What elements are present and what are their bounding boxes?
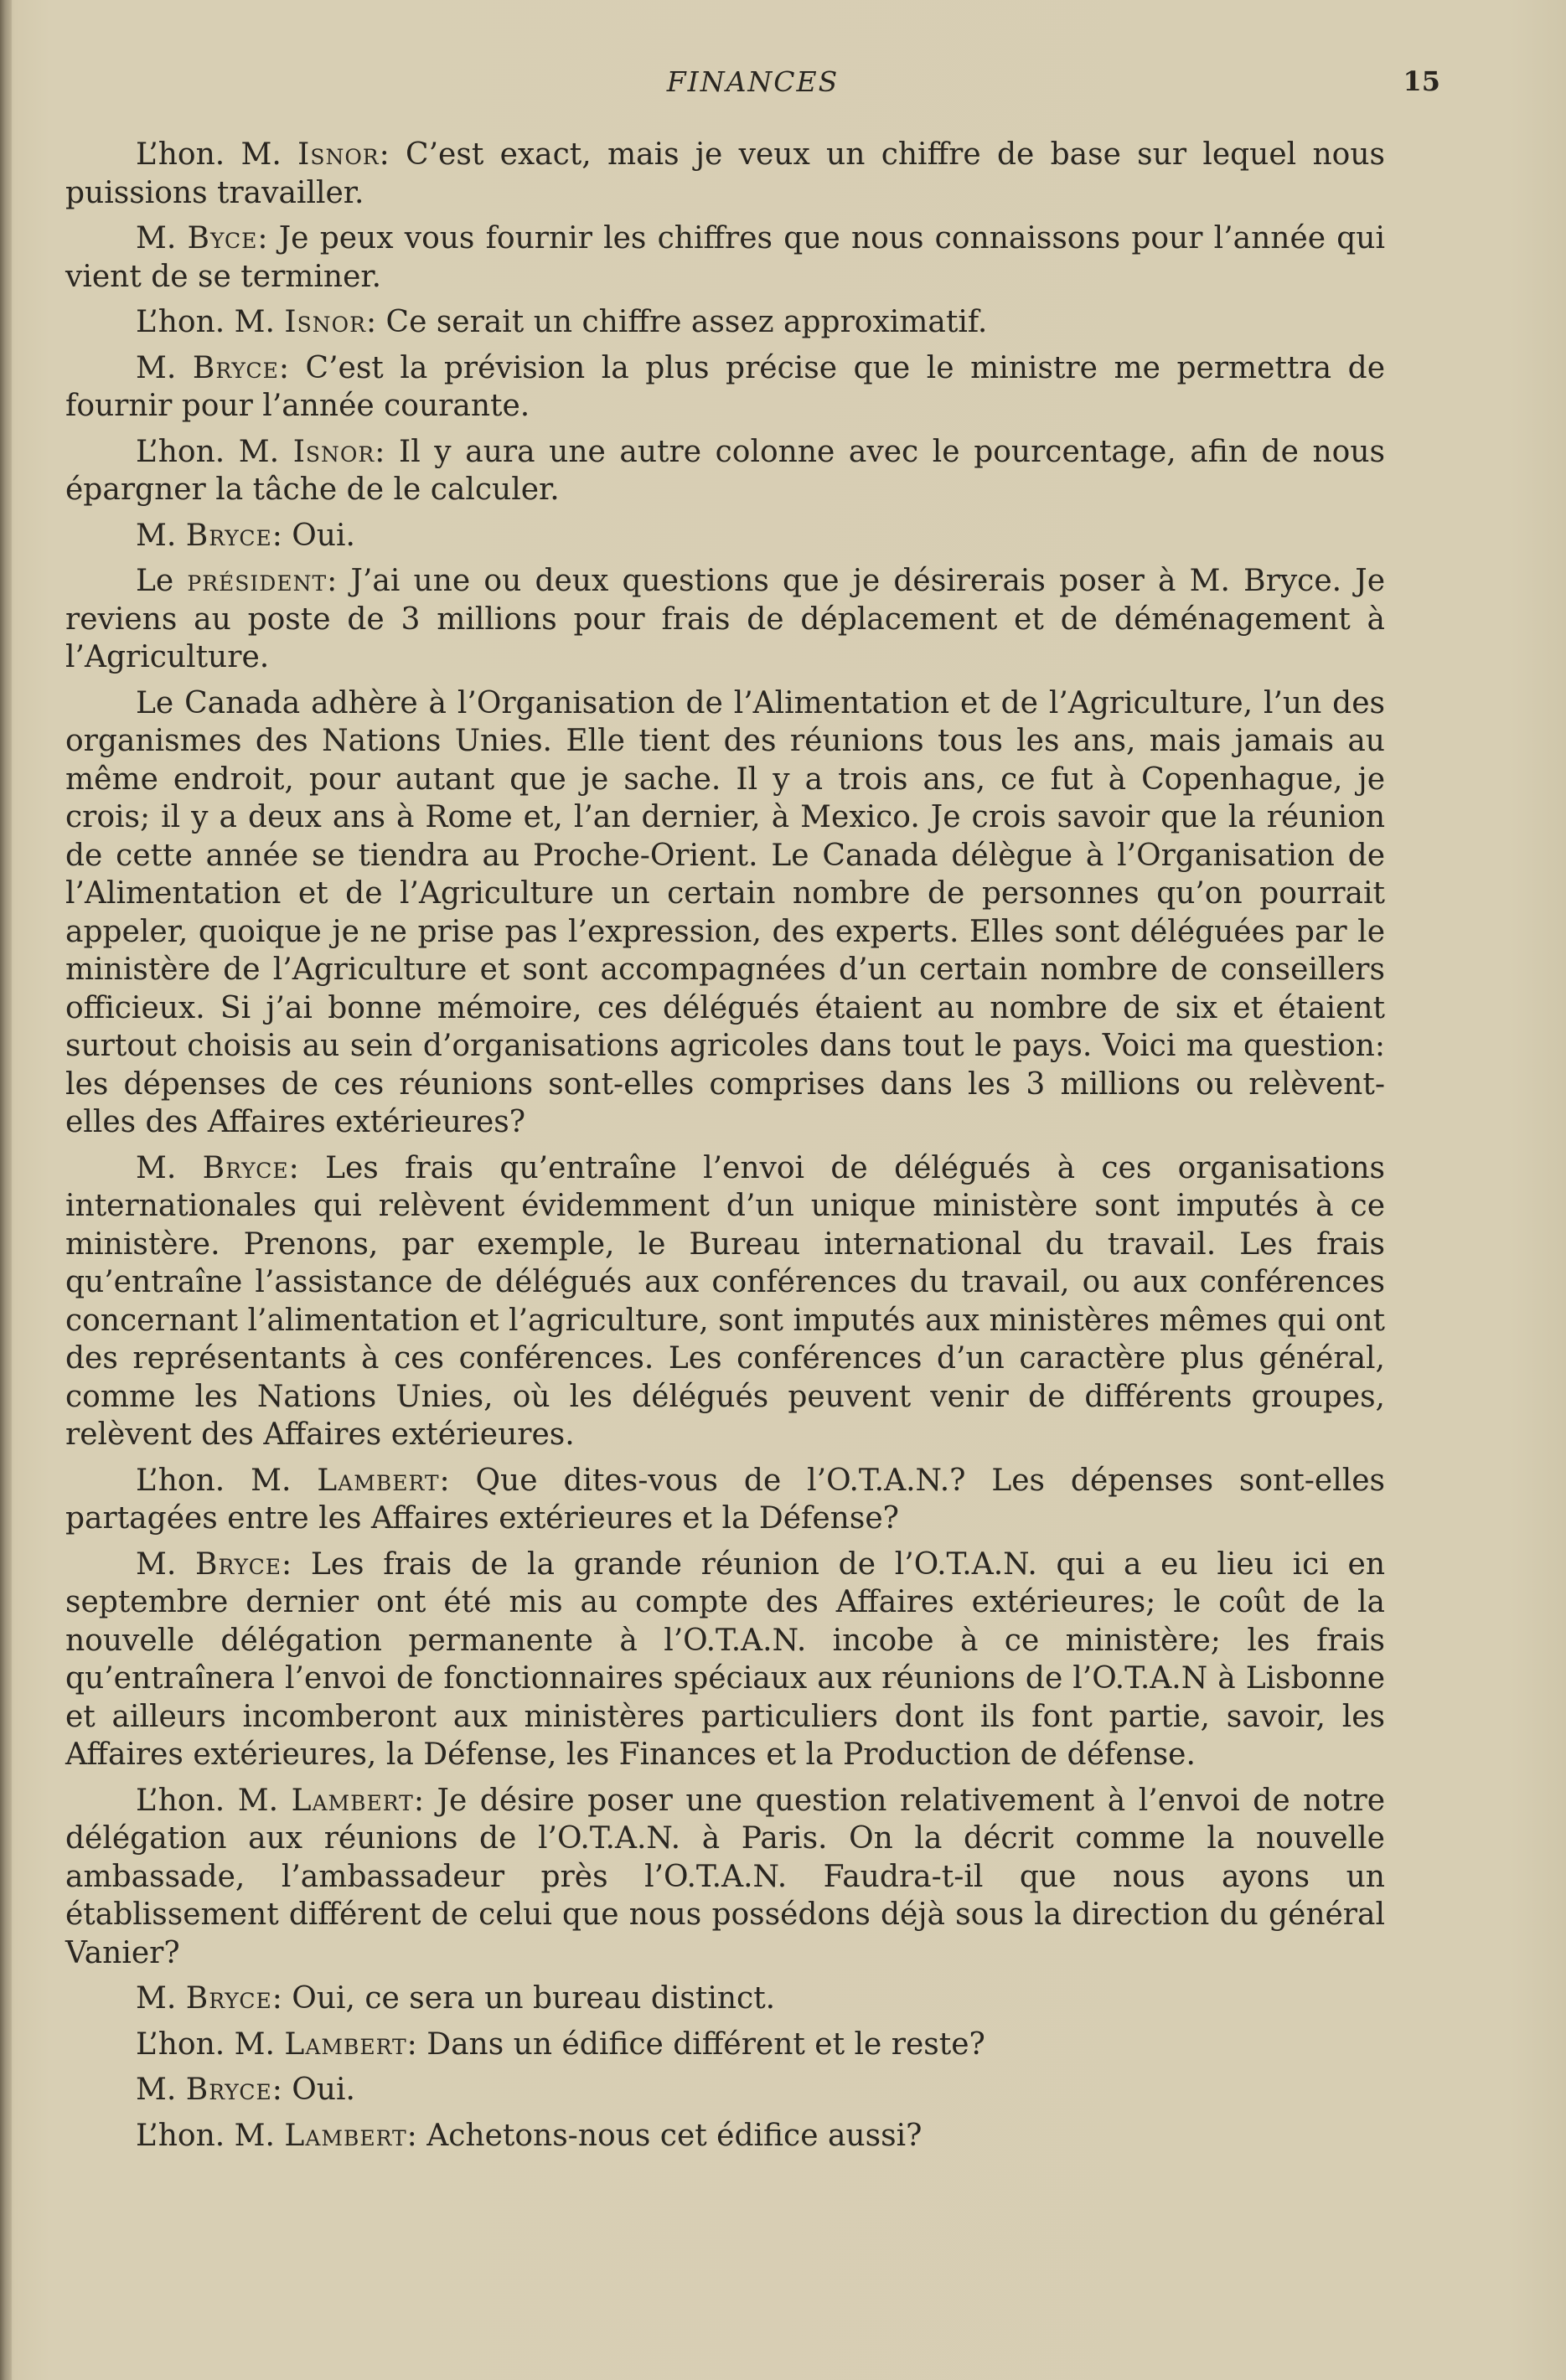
page-header [65,65,1440,107]
paragraph: L’hon. M. Lambert: Dans un édifice différent et le reste? [136,2026,985,2062]
paragraph: M. Byce: Je peux vous fournir les chiffres que nous connaissons pour l’année qui vient de se terminer. [65,221,1386,294]
paragraph: Le Canada adhère à l’Organisation de l’Alimentation et de l’Agriculture, l’un des organismes des Nations Unies. Elle tient des réunions tous les ans, mais jamais au même endroit, pour autant que je sache. Il y a trois ans, ce fut à Copenhague, je crois; il y a deux ans à Rome et, l’an dernier, à Mexico. Je crois savoir que la réunion de cette année se tiendra au Proche-Orient. Le Canada délègue à l’Organisation de l’Alimentation et de l’Agriculture un certain nombre de personnes qu’on pourrait appeler, quoique je ne prise pas l’expression, des experts. Elles sont déléguées par le ministère de l’Agriculture et sont accompagnées d’un certain nombre de conseillers officieux. Si j’ai bonne mémoire, ces délégués étaient au nombre de six et étaient surtout choisis au sein d’organisations agricoles dans tout le pays. Voici ma question: les dépenses de ces réunions sont-elles comprises dans les 3 millions ou relèvent-elles des Affaires extérieures? [65,685,1385,1139]
paragraph: L’hon. M. Lambert: Que dites-vous de l’O.T.A.N.? Les dépenses sont-elles partagées entre les Affaires extérieures et la Défense? [65,1463,1385,1536]
speaker-name: président [187,564,328,598]
paragraph: M. Bryce: C’est la prévision la plus précise que le ministre me permettra de fournir pour l’année courante. [65,350,1385,423]
speaker-name: Bryce [185,518,272,553]
speaker-name: Lambert [317,1463,440,1498]
speaker-name: Lambert [291,1783,414,1818]
paragraph: L’hon. M. Lambert: Je désire poser une question relativement à l’envoi de notre délégation aux réunions de l’O.T.A.N. à Paris. On la décrit comme la nouvelle ambassade, l’ambassadeur près l’O.T.A.N. Faudra-t-il que nous ayons un établissement différent de celui que nous possédons déjà sous la direction du général Vanier? [65,1783,1385,1970]
page-number: 15 [1403,65,1440,97]
speaker-name: Isnor [284,305,366,339]
speaker-name: Byce [187,221,258,256]
paragraph: L’hon. M. Isnor: Il y aura une autre colonne avec le pourcentage, afin de nous épargner la tâche de le calculer. [65,434,1385,507]
paragraph: M. Bryce: Les frais qu’entraîne l’envoi de délégués à ces organisations internationales qui relèvent évidemment d’un unique ministère sont imputés à ce ministère. Prenons, par exemple, le Bureau international du travail. Les frais qu’entraîne l’assistance de délégués aux conférences du travail, ou aux conférences concernant l’alimentation et l’agriculture, sont imputés aux ministères mêmes qui ont des représentants à ces conférences. Les conférences d’un caractère plus général, comme les Nations Unies, où les délégués peuvent venir de différents groupes, relèvent des Affaires extérieures. [65,1150,1386,1452]
paragraph: M. Bryce: Les frais de la grande réunion de l’O.T.A.N. qui a eu lieu ici en septembre dernier ont été mis au compte des Affaires extérieures; le coût de la nouvelle délégation permanente à l’O.T.A.N. incobe à ce ministère; les frais qu’entraînera l’envoi de fonctionnaires spéciaux aux réunions de l’O.T.A.N à Lisbonne et ailleurs incomberont aux ministères particuliers dont ils font partie, savoir, les Affaires extérieures, la Défense, les Finances et la Production de défense. [65,1546,1386,1772]
paragraph: M. Bryce: Oui, ce sera un bureau distinct. [136,1981,776,2016]
paragraph: L’hon. M. Isnor: C’est exact, mais je veux un chiffre de base sur lequel nous puissions travailler. [65,137,1385,210]
speaker-name: Bryce [192,350,279,385]
speaker-name: Bryce [195,1546,282,1582]
running-title: FINANCES [666,65,840,98]
speaker-name: Bryce [185,1981,272,2016]
page-body [65,136,1385,2162]
paragraph: L’hon. M. Isnor: Ce serait un chiffre assez approximatif. [136,305,988,339]
speaker-name: Lambert [284,2026,407,2062]
speaker-name: Isnor [297,137,380,172]
paragraph: Le président: J’ai une ou deux questions que je désirerais poser à M. Bryce. Je reviens au poste de 3 millions pour frais de déplacement et de déménagement à l’Agriculture. [65,564,1385,674]
paragraph: M. Bryce: Oui. [136,518,355,553]
paragraph: M. Bryce: Oui. [136,2073,355,2107]
speaker-name: Bryce [185,2073,272,2107]
page-binding-edge [0,0,12,2380]
speaker-name: Lambert [284,2118,407,2153]
paragraph: L’hon. M. Lambert: Achetons-nous cet édifice aussi? [136,2118,923,2153]
speaker-name: Bryce [202,1150,289,1185]
speaker-name: Isnor [292,434,375,469]
